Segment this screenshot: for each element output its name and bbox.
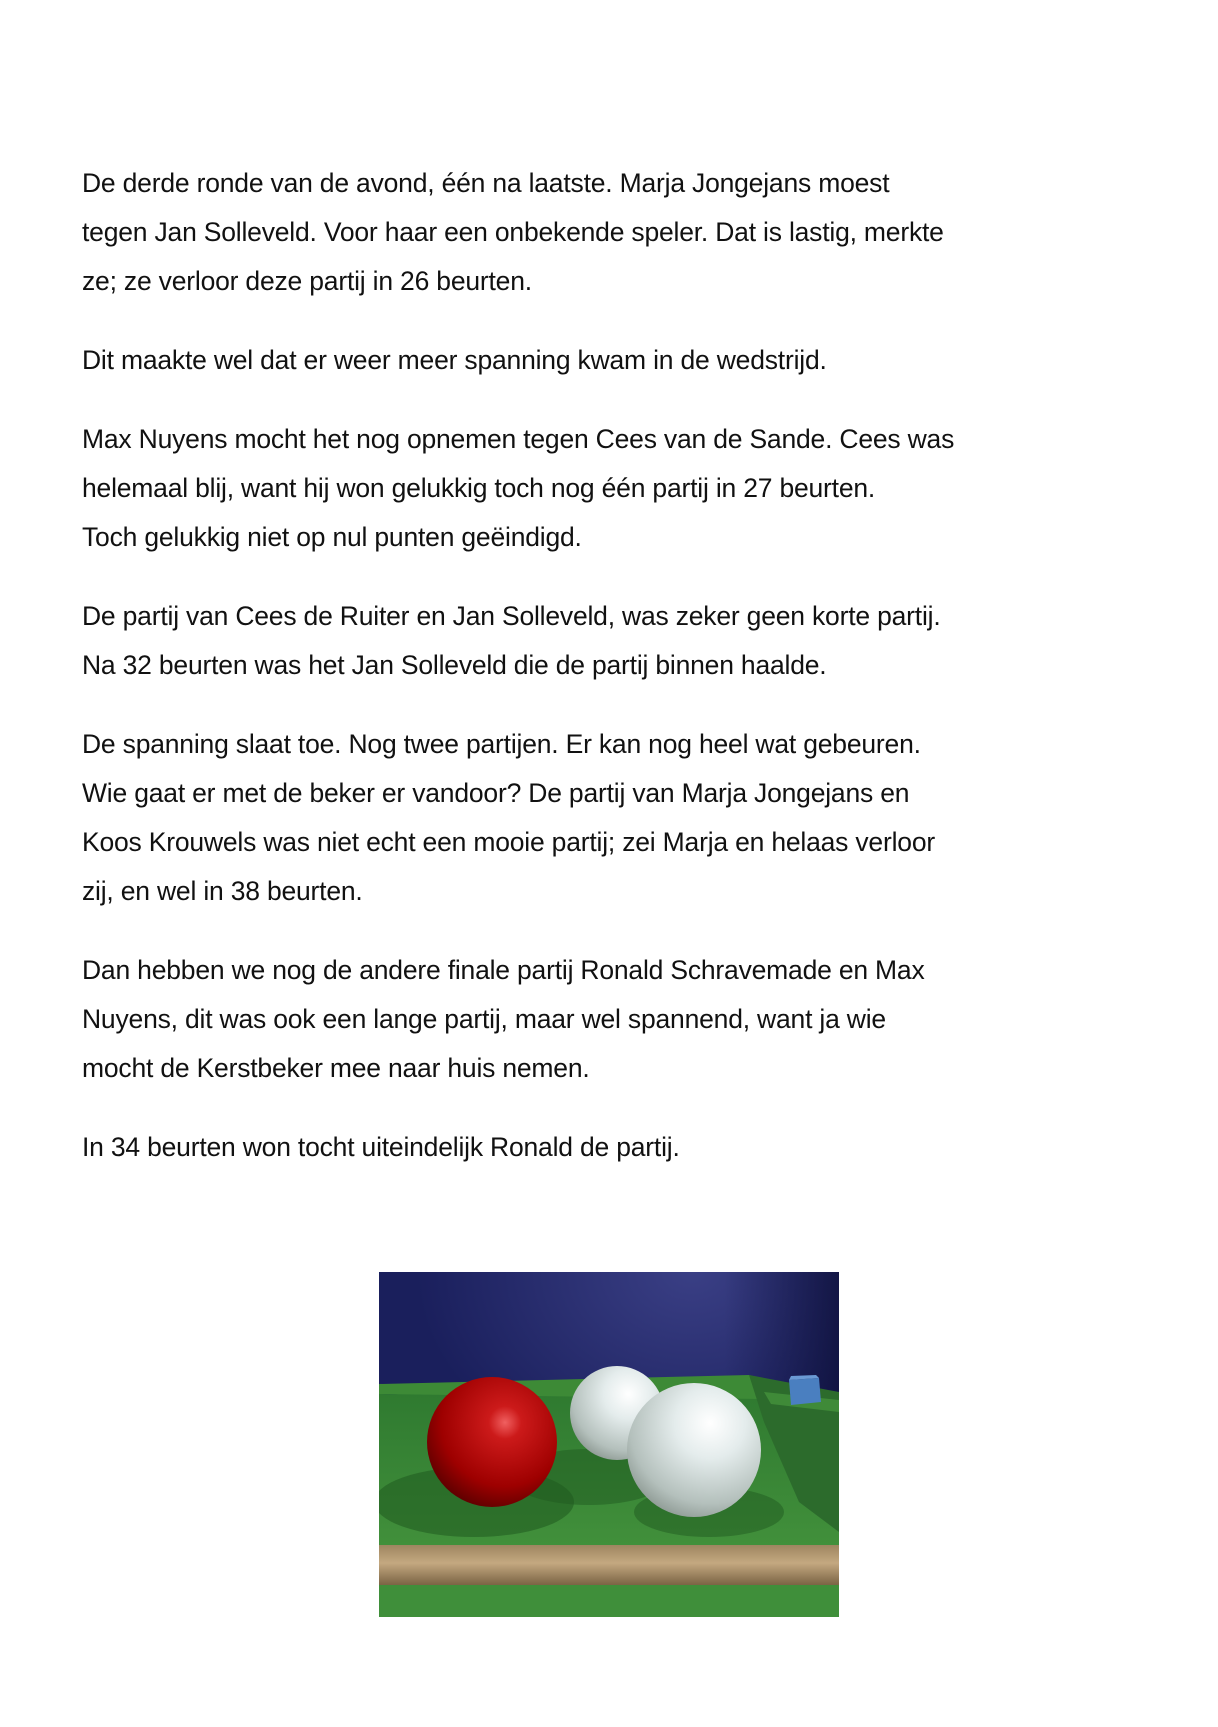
billiard-illustration	[379, 1272, 839, 1617]
text-line: tegen Jan Solleveld. Voor haar een onbekende speler. Dat is lastig, merkte	[82, 217, 944, 247]
text-line: Wie gaat er met de beker er vandoor? De partij van Marja Jongejans en	[82, 778, 910, 808]
red-ball	[427, 1377, 557, 1507]
billiard-image	[379, 1272, 839, 1617]
text-line: De partij van Cees de Ruiter en Jan Solleveld, was zeker geen korte partij.	[82, 601, 941, 631]
paragraph	[82, 720, 1162, 916]
cue-rail	[379, 1545, 839, 1585]
paragraph	[82, 1123, 1162, 1172]
text-line: Dan hebben we nog de andere finale partij Ronald Schravemade en Max	[82, 955, 925, 985]
paragraph	[82, 592, 1162, 690]
text-line: In 34 beurten won tocht uiteindelijk Ronald de partij.	[82, 1132, 680, 1162]
document-body	[82, 159, 1162, 1202]
text-line: Nuyens, dit was ook een lange partij, maar wel spannend, want ja wie	[82, 1004, 886, 1034]
text-line: Toch gelukkig niet op nul punten geëindigd.	[82, 522, 582, 552]
text-line: ze; ze verloor deze partij in 26 beurten.	[82, 266, 532, 296]
paragraph	[82, 336, 1162, 385]
text-line: helemaal blij, want hij won gelukkig toch nog één partij in 27 beurten.	[82, 473, 876, 503]
text-line: mocht de Kerstbeker mee naar huis nemen.	[82, 1053, 590, 1083]
chalk-cube	[789, 1378, 821, 1405]
text-line: Na 32 beurten was het Jan Solleveld die de partij binnen haalde.	[82, 650, 827, 680]
text-line: De derde ronde van de avond, één na laatste. Marja Jongejans moest	[82, 168, 890, 198]
text-line: Max Nuyens mocht het nog opnemen tegen Cees van de Sande. Cees was	[82, 424, 955, 454]
paragraph	[82, 415, 1162, 562]
paragraph	[82, 946, 1162, 1093]
paragraph	[82, 159, 1162, 306]
text-line: Dit maakte wel dat er weer meer spanning kwam in de wedstrijd.	[82, 345, 827, 375]
text-line: zij, en wel in 38 beurten.	[82, 876, 363, 906]
text-line: De spanning slaat toe. Nog twee partijen. Er kan nog heel wat gebeuren.	[82, 729, 921, 759]
white-ball-front	[627, 1383, 761, 1517]
text-line: Koos Krouwels was niet echt een mooie partij; zei Marja en helaas verloor	[82, 827, 935, 857]
